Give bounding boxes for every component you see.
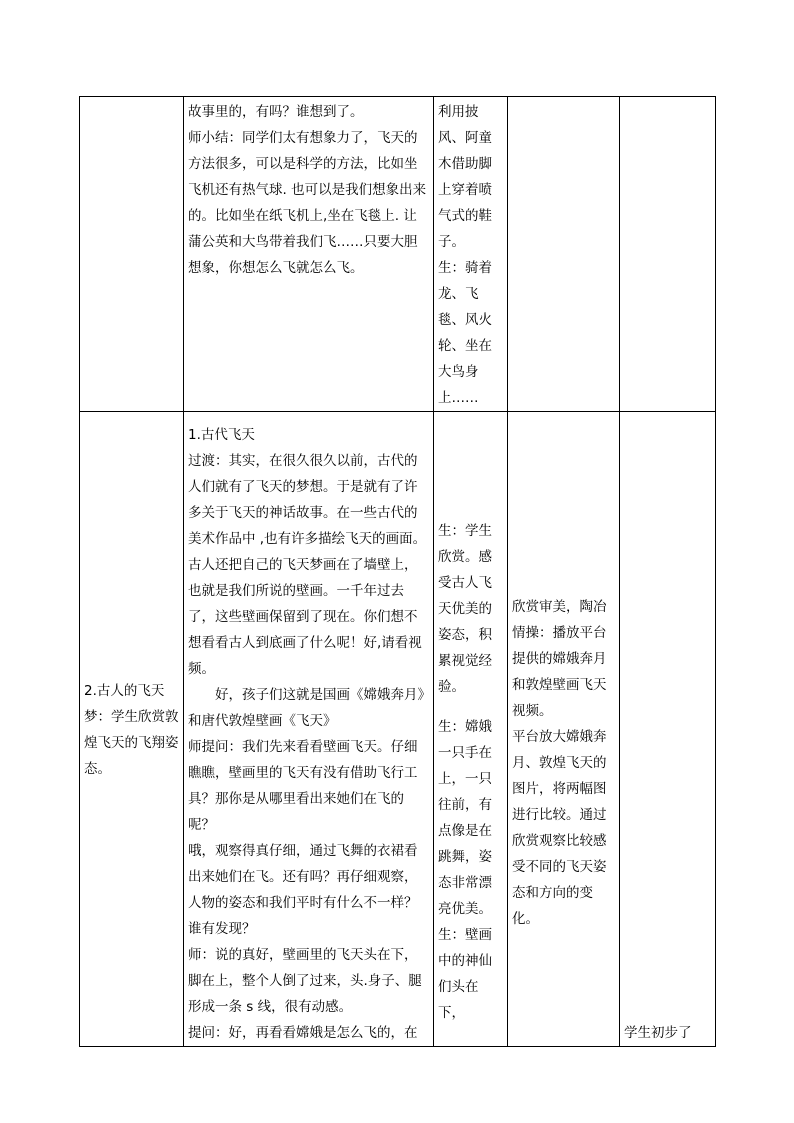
design-text: 平台放大嫦娥奔月、敦煌飞天的图片，将两幅图进行比较。通过欣赏观察比较感受不同的飞天姿态和方向的变化。 [512,729,607,927]
teacher-text: 故事里的，有吗？谁想到了。 [188,104,364,120]
teacher-activity-cell [184,97,434,412]
teacher-text: 师提问：我们先来看看壁画飞天。仔细瞧瞧，壁画里的飞天有没有借助飞行工具？那你是从哪里看出来她们在飞的呢？ [188,739,418,833]
student-activity-cell [434,97,508,412]
teacher-text: 好，孩子们这就是国画《嫦娥奔月》和唐代敦煌壁画《飞天》 [188,687,425,729]
student-text: 生：骑着龙、飞毯、风火轮、坐在大鸟身上…… [438,260,492,406]
notes-cell [620,412,716,1047]
student-text: 生：嫦娥一只手在上，一只往前，有点像是在跳舞，姿态非常漂亮优美。生：壁画中的神仙们头在下， [438,719,492,1021]
design-text: 欣赏审美，陶冶情操：播放平台提供的嫦娥奔月和敦煌壁画飞天视频。 [512,599,607,719]
teacher-text: 提问：好，再看看嫦娥是怎么飞的，在 [188,1025,418,1041]
student-text: 生：学生欣赏。感受古人飞天优美的姿态，积累视觉经验。 [438,523,492,695]
teacher-text: 过渡：其实，在很久很久以前，古代的人们就有了飞天的梦想。于是就有了许多关于飞天的神话故事。在一些古代的美术作品中 ,也有许多描绘飞天的画面。古人还把自己的飞天梦画在了墙壁上，也就是我们所说的壁画。一千年过去了，这些壁画保留到了现在。你们想不想看看古人到底画了什么呢！好,请看视频。 [188,453,427,677]
notes-text: 学生初步了 [624,1025,692,1041]
design-intent-cell [508,97,620,412]
design-intent-cell [508,412,620,1047]
teacher-text: 师小结：同学们太有想象力了，飞天的方法很多，可以是科学的方法，比如坐飞机还有热气球. 也可以是我们想象出来的。比如坐在纸飞机上,坐在飞毯上. 让蒲公英和大鸟带着我们飞……只要大胆想象，你想怎么飞就怎么飞。 [188,130,427,276]
lesson-plan-table [79,96,716,1047]
teacher-activity-cell [184,412,434,1047]
stage-text: 2.古人的飞天梦：学生欣赏敦煌飞天的飞翔姿态。 [84,683,179,777]
section-heading: 1.古代飞天 [188,427,255,443]
teacher-text: 师：说的真好，壁画里的飞天头在下，脚在上，整个人倒了过来，头.身子、腿形成一条 s 线，很有动感。 [188,947,422,1015]
table-row [80,412,716,1047]
stage-cell [80,97,184,412]
teacher-text: 哦，观察得真仔细，通过飞舞的衣裙看出来她们在飞。还有吗？再仔细观察，人物的姿态和我们平时有什么不一样？谁有发现？ [188,843,418,937]
stage-cell [80,412,184,1047]
student-text: 利用披风、阿童木借助脚上穿着喷气式的鞋子。 [438,104,492,250]
notes-cell [620,97,716,412]
table-row [80,97,716,412]
student-activity-cell [434,412,508,1047]
